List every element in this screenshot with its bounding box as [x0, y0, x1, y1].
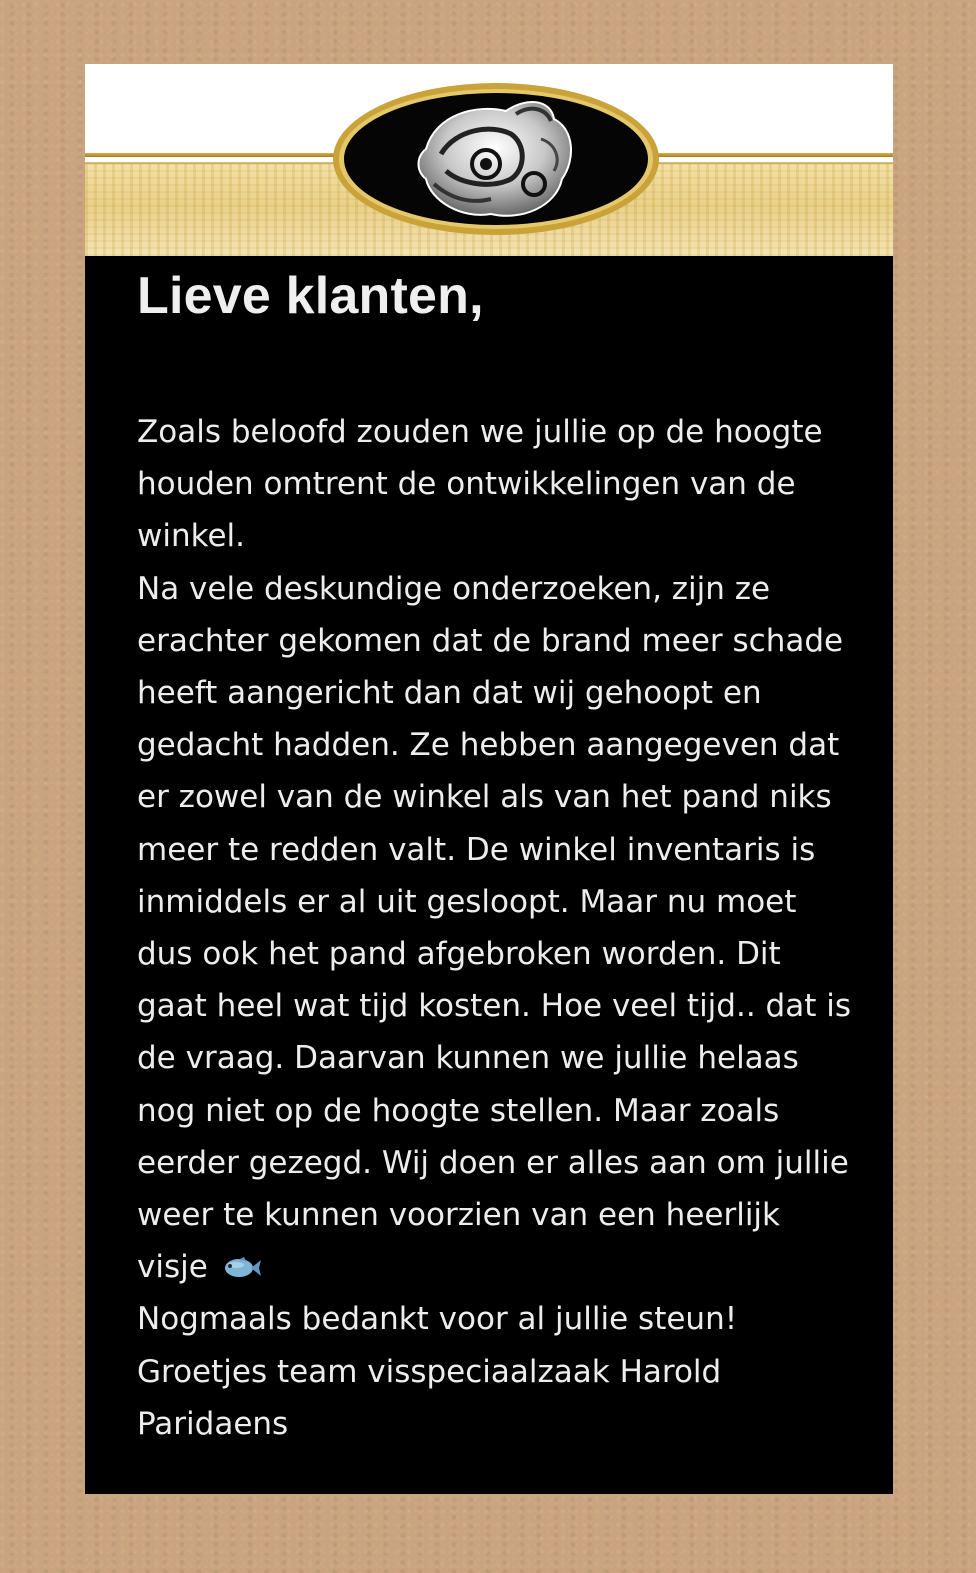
announcement-card: [85, 64, 893, 1494]
fish-emblem-icon: [330, 80, 662, 238]
fish-icon: [222, 1255, 262, 1281]
post-body: [137, 406, 861, 1450]
signature: Groetjes team visspeciaalzaak Harold Paridaens: [137, 1353, 732, 1442]
paragraph-update: Na vele deskundige onderzoeken, zijn ze erachter gekomen dat de brand meer schade heeft aangericht dan dat wij gehoopt en gedacht hadden. Ze hebben aangegeven dat er zowel van de winkel als van het pand niks meer te redden valt. De winkel inventaris is inmiddels er al uit gesloopt. Maar nu moet dus ook het pand afgebroken worden. Dit gaat heel wat tijd kosten. Hoe veel tijd.. dat is de vraag. Daarvan kunnen we jullie helaas nog niet op de hoogte stellen. Maar zoals eerder gezegd. Wij doen er alles aan om jullie weer te kunnen voorzien van een heerlijk visje: [137, 570, 861, 1286]
post-content: [137, 264, 861, 1450]
greeting-heading: Lieve klanten,: [137, 267, 484, 325]
paragraph-thanks: Nogmaals bedankt voor al jullie steun!: [137, 1301, 738, 1338]
header-banner: [85, 64, 893, 256]
paragraph-intro: Zoals beloofd zouden we jullie op de hoogte houden omtrent de ontwikkelingen van de winkel.: [137, 414, 833, 555]
